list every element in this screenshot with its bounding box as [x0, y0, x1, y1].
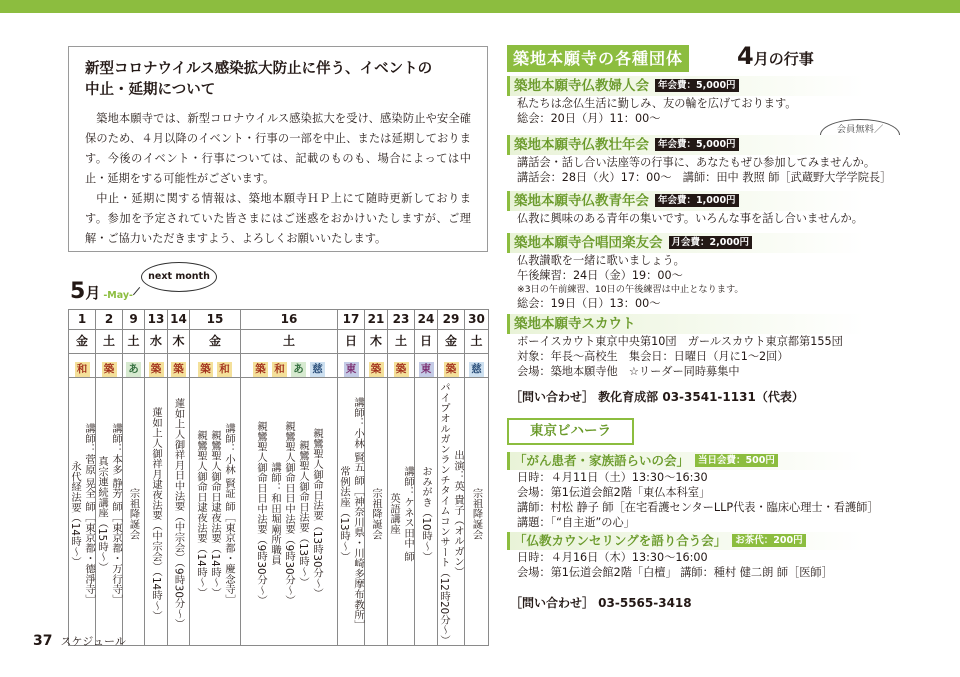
- event-text-columns: [145, 382, 167, 645]
- schedule-weekday-cell: 金: [438, 330, 465, 354]
- org-group-block: [507, 135, 927, 185]
- schedule-weekday-cell: 木: [365, 330, 388, 354]
- venue-tag: 築: [149, 362, 164, 377]
- may-schedule-table: [68, 309, 489, 646]
- schedule-event-cell: [96, 378, 123, 646]
- fee-badge: 年会費：5,000円: [655, 138, 739, 151]
- event-text: 親鸞聖人御命日法要（13時30分〜）: [311, 428, 323, 599]
- schedule-weekday-cell: 土: [96, 330, 123, 354]
- schedule-tag-cell: [69, 354, 96, 378]
- schedule-weekday-cell: 土: [465, 330, 489, 354]
- event-text: 蓮如上人御祥月逮夜法要（中宗会）（14時〜）: [150, 406, 162, 621]
- vihara-event-name: 「仏教カウンセリングを語り合う会」: [514, 533, 727, 548]
- vihara-event-line: 講師：村松 静子 師［在宅看護センターLLP代表・臨床心理士・看護師］: [517, 501, 879, 514]
- fee-badge: お茶代：200円: [732, 534, 805, 547]
- inquiry-education: ［問い合わせ］ 教化育成部 03-3541-1131（代表）: [510, 390, 804, 404]
- section-name: スケジュール: [60, 635, 126, 648]
- vihara-event-title: [507, 532, 927, 550]
- org-group-block: [507, 191, 927, 226]
- event-text: パイプオルガンランチタイムコンサート（12時20分〜）: [438, 382, 450, 646]
- schedule-tag-cell: [123, 354, 145, 378]
- org-group-name: 築地本願寺仏教青年会: [514, 193, 649, 209]
- vihara-event-name: 「がん患者・家族語らいの会」: [514, 453, 690, 468]
- vihara-event-line: 会場：第1伝道会館2階「東仏本科室」: [517, 486, 711, 499]
- schedule-event-cell: [69, 378, 96, 646]
- event-text: 宗祖降誕会: [127, 487, 140, 540]
- top-accent-bar: [0, 0, 960, 13]
- april-heading: 4月の行事: [737, 42, 814, 70]
- schedule-event-cell: [415, 378, 438, 646]
- event-text: 常例法座（13時〜）: [338, 465, 350, 562]
- fee-badge: 年会費：5,000円: [655, 79, 739, 92]
- schedule-date-cell: 1: [69, 310, 96, 330]
- schedule-tag-cell: [96, 354, 123, 378]
- schedule-event-cell: [465, 378, 489, 646]
- org-group-block: [507, 314, 927, 379]
- org-group-line: 仏教讃歌を一緒に歌いましょう。: [517, 254, 685, 267]
- schedule-date-cell: 24: [415, 310, 438, 330]
- schedule-weekday-cell: 金: [190, 330, 241, 354]
- schedule-date-cell: 2: [96, 310, 123, 330]
- event-text: 講師：小林 賢五 師［神奈川県・川崎多摩布教所］: [352, 396, 364, 631]
- event-text-columns: [365, 382, 387, 645]
- vihara-event-title: [507, 452, 927, 470]
- event-text: 蓮如上人御祥月日中法要（中宗会）（9時30分〜）: [172, 398, 185, 629]
- event-text-columns: [190, 382, 240, 645]
- event-text-columns: [69, 382, 95, 645]
- org-group-title: [507, 135, 927, 155]
- notice-title: 新型コロナウイルス感染拡大防止に伴う、イベントの 中止・延期について: [85, 61, 433, 98]
- schedule-event-cell: [338, 378, 365, 646]
- venue-tag: 築: [253, 362, 268, 377]
- event-text-columns: [96, 382, 122, 645]
- schedule-event-cell: [365, 378, 388, 646]
- schedule-event-cell: [241, 378, 338, 646]
- schedule-date-cell: 16: [241, 310, 338, 330]
- schedule-date-cell: 14: [168, 310, 190, 330]
- event-text: 親鸞聖人御命日日中法要（9時30分〜）: [283, 421, 295, 606]
- org-group-name: 築地本願寺スカウト: [514, 316, 636, 332]
- venue-tag: 和: [75, 362, 90, 377]
- venue-tag: 慈: [469, 362, 484, 377]
- may-heading: 5月 -May-: [70, 279, 133, 304]
- event-text: 親鸞聖人御命日逮夜法要（14時〜）: [195, 429, 207, 598]
- venue-tag: 東: [419, 362, 434, 377]
- schedule-tag-cell: [465, 354, 489, 378]
- schedule-date-cell: 21: [365, 310, 388, 330]
- event-text: 講師：本多 静芳 師［東京都・万行寺］: [110, 422, 122, 605]
- venue-tag: 築: [369, 362, 384, 377]
- schedule-event-cell: [123, 378, 145, 646]
- event-text: 講師：小林 賢証 師［東京都・慶念寺］: [223, 422, 235, 605]
- free-membership-bubble: 会員無料／: [820, 119, 900, 151]
- org-group-line: 講話会：28日（火）17：00〜 講師：田中 教照 師［武蔵野大学学院長］: [517, 171, 892, 184]
- event-text: 講師：ケネス田中 師: [402, 465, 414, 562]
- event-text-columns: [123, 382, 144, 645]
- vihara-event-line: 会場：第1伝道会館2階「白檀」 講師：種村 健二朗 師［医師］: [517, 566, 833, 579]
- org-group-block: [507, 76, 927, 126]
- schedule-date-cell: 29: [438, 310, 465, 330]
- notice-paragraph-2: 中止・延期に関する情報は、築地本願寺ＨＰ上にて随時更新しております。参加を予定されていた皆さまにはご迷惑をおかけいたしますが、ご理解・ご協力いただきますよう、よろしくお願いいたします。: [85, 192, 471, 245]
- org-group-line: 私たちは念仏生活に勤しみ、友の輪を広げております。: [517, 97, 797, 110]
- venue-tag: 和: [217, 362, 232, 377]
- event-text: 宗祖降誕会: [370, 487, 382, 540]
- schedule-event-cell: [438, 378, 465, 646]
- schedule-tag-cell: [415, 354, 438, 378]
- schedule-event-cell: [145, 378, 168, 646]
- schedule-tag-cell: [145, 354, 168, 378]
- fee-badge: 月会費：2,000円: [669, 236, 753, 249]
- page-footer: [33, 633, 126, 649]
- schedule-tag-cell: [438, 354, 465, 378]
- vihara-event-block: [507, 532, 927, 580]
- schedule-weekday-cell: 土: [241, 330, 338, 354]
- venue-tag: あ: [291, 362, 306, 377]
- schedule-date-cell: 13: [145, 310, 168, 330]
- schedule-date-cell: 15: [190, 310, 241, 330]
- event-text-columns: [465, 382, 488, 645]
- bubble-tail: [133, 287, 147, 301]
- vihara-event-line: 講題：「“自主逝”の心」: [517, 516, 635, 529]
- page-number: 37: [33, 633, 53, 649]
- schedule-date-cell: 30: [465, 310, 489, 330]
- org-group-line: 総会：19日（日）13：00〜: [517, 297, 661, 310]
- org-group-note: ※3日の午前練習、10日の午後練習は中止となります。: [517, 284, 744, 295]
- event-text-columns: [438, 382, 464, 645]
- venue-tag: 築: [444, 362, 459, 377]
- schedule-date-cell: 9: [123, 310, 145, 330]
- event-text: 親鸞聖人御命日法要（13時〜）: [297, 440, 309, 588]
- org-group-name: 築地本願寺仏教壮年会: [514, 137, 649, 153]
- event-text: 講師：菅原 晃全 師［東京都・德淨寺］: [83, 422, 95, 605]
- event-text-columns: [168, 382, 189, 645]
- venue-tag: 築: [198, 362, 213, 377]
- org-group-line: 午後練習：24日（金）19：00〜: [517, 269, 683, 282]
- venue-tag: 和: [272, 362, 287, 377]
- schedule-tag-cell: [241, 354, 338, 378]
- event-text-columns: [338, 382, 364, 645]
- schedule-weekday-cell: 日: [415, 330, 438, 354]
- event-text: 講師：和田堀廟所職員: [269, 462, 281, 566]
- org-group-title: [507, 314, 927, 334]
- event-text-columns: [241, 382, 337, 645]
- venue-tag: 築: [394, 362, 409, 377]
- schedule-weekday-cell: 金: [69, 330, 96, 354]
- schedule-weekday-cell: 水: [145, 330, 168, 354]
- venue-tag: 築: [102, 362, 117, 377]
- fee-badge: 当日会費：500円: [695, 454, 778, 467]
- notice-paragraph-1: 築地本願寺では、新型コロナウイルス感染拡大を受け、感染防止や安全確保のため、４月以降のイベント・行事の一部を中止、または延期しております。今後のイベント・行事については、記載のものも、場合によっては中止・延期をする可能性がございます。: [85, 112, 471, 185]
- vihara-event-line: 日時：４月11日（土）13:30〜16:30: [517, 471, 708, 484]
- venue-tag: あ: [126, 362, 141, 377]
- venue-tag: 築: [171, 362, 186, 377]
- event-text: 永代経法要（14時〜）: [69, 460, 81, 567]
- schedule-tag-cell: [365, 354, 388, 378]
- schedule-tag-cell: [168, 354, 190, 378]
- schedule-tag-cell: [338, 354, 365, 378]
- org-group-name: 築地本願寺合唱団楽友会: [514, 235, 663, 251]
- org-group-block: [507, 233, 927, 311]
- org-group-name: 築地本願寺仏教婦人会: [514, 78, 649, 94]
- org-heading: 築地本願寺の各種団体: [507, 45, 689, 72]
- org-group-line: 対象：年長〜高校生 集会日：日曜日（月に1〜2回）: [517, 350, 789, 363]
- org-group-line: 講話会・話し合い法座等の行事に、あなたもぜひ参加してみませんか。: [517, 156, 876, 169]
- schedule-weekday-cell: 土: [388, 330, 415, 354]
- schedule-event-cell: [168, 378, 190, 646]
- org-group-line: 仏教に興味のある青年の集いです。いろんな事を話し合いませんか。: [517, 212, 863, 225]
- tokyo-vihara-heading: 東京ビハーラ: [507, 418, 634, 445]
- schedule-weekday-cell: 日: [338, 330, 365, 354]
- event-text: 英語講座: [388, 492, 400, 535]
- schedule-event-cell: [388, 378, 415, 646]
- org-group-line: 総会：20日（月）11：00〜: [517, 112, 661, 125]
- schedule-weekday-cell: 土: [123, 330, 145, 354]
- event-text: 出演：英 貴子（オルガン）: [452, 450, 464, 577]
- schedule-event-cell: [190, 378, 241, 646]
- venue-tag: 東: [344, 362, 359, 377]
- schedule-date-cell: 23: [388, 310, 415, 330]
- schedule-tag-cell: [190, 354, 241, 378]
- schedule-weekday-cell: 木: [168, 330, 190, 354]
- venue-tag: 慈: [310, 362, 325, 377]
- schedule-date-cell: 17: [338, 310, 365, 330]
- event-text-columns: [415, 382, 437, 645]
- event-text: 宗祖降誕会: [470, 487, 483, 540]
- org-group-line: 会場：築地本願寺他 ☆リーダー同時募集中: [517, 365, 740, 378]
- covid-notice-box: [68, 46, 488, 252]
- event-text: おみがき（10時〜）: [420, 465, 432, 562]
- event-text-columns: [388, 382, 414, 645]
- org-group-line: ボーイスカウト東京中央第10団 ガールスカウト東京都第155団: [517, 335, 843, 348]
- schedule-tag-cell: [388, 354, 415, 378]
- vihara-event-block: [507, 452, 927, 530]
- event-text: 親鸞聖人御命日逮夜法要（14時〜）: [209, 429, 221, 598]
- vihara-event-line: 日時：４月16日（木）13:30〜16:00: [517, 551, 708, 564]
- event-text: 真宗連続講座（15時〜）: [96, 455, 108, 572]
- org-group-title: [507, 233, 927, 253]
- org-group-title: [507, 191, 927, 211]
- org-group-title: [507, 76, 927, 96]
- event-text: 親鸞聖人御命日日中法要（9時30分〜）: [255, 421, 267, 606]
- fee-badge: 年会費：1,000円: [655, 194, 739, 207]
- next-month-bubble: next month: [141, 262, 217, 292]
- inquiry-vihara: ［問い合わせ］ 03-5565-3418: [510, 596, 692, 610]
